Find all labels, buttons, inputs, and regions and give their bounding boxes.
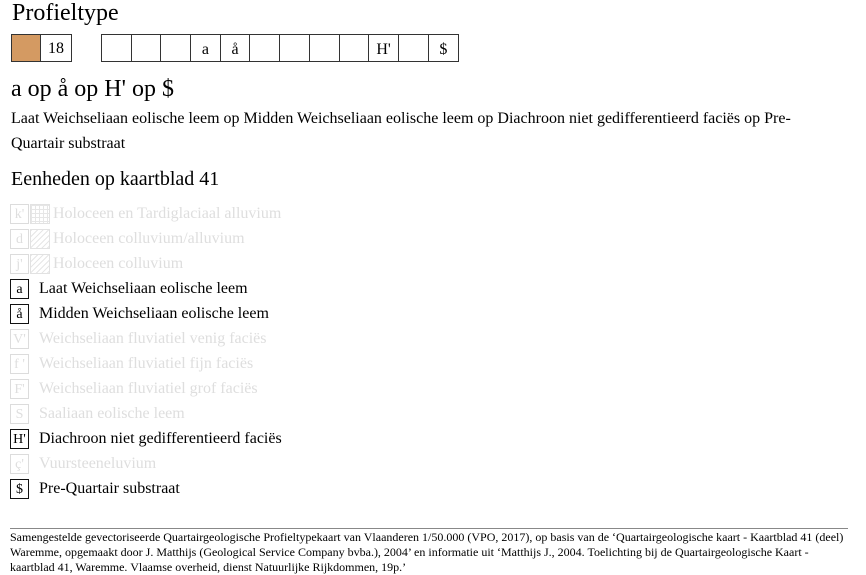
unit-label: Laat Weichseliaan eolische leem xyxy=(39,280,248,297)
unit-symbol: S xyxy=(10,404,29,424)
unit-symbol: f ' xyxy=(10,354,29,374)
unit-label: Midden Weichseliaan eolische leem xyxy=(39,305,269,322)
unit-item xyxy=(10,328,267,350)
layer-sequence xyxy=(101,34,459,62)
unit-symbol: k' xyxy=(10,204,29,224)
profile-formula: a op å op H' op $ xyxy=(11,76,174,102)
unit-symbol: j' xyxy=(10,254,29,274)
layer-cell xyxy=(310,35,340,61)
source-footnote: Samengestelde gevectoriseerde Quartairgeologische Profieltypekaart van Vlaanderen 1/50.000 (VPO, 2017), op basis van de ‘Quartairgeologische kaart - Kaartblad 41 (deel) Waremme, opgemaakt door J. Matthijs (Geological Service Company bvba.), 2004’ en informatie uit ‘Matthijs J., 2004. Toelichting bij de Quartairgeologische Kaart - kaartblad 41, Waremme. Vlaamse overheid, dienst Natuurlijke Rijkdommen, 19p.’ xyxy=(10,530,844,574)
units-heading: Eenheden op kaartblad 41 xyxy=(11,168,220,190)
unit-item xyxy=(10,278,248,300)
profile-code: 18 xyxy=(41,34,72,62)
unit-item xyxy=(10,353,253,375)
layer-cell xyxy=(102,35,132,61)
page-title: Profieltype xyxy=(12,0,119,26)
profile-description: Laat Weichseliaan eolische leem op Midden Weichseliaan eolische leem op Diachroon niet gedifferentieerd faciës op Pre-Quartair substraat xyxy=(11,110,791,152)
unit-symbol: F' xyxy=(10,379,29,399)
layer-cell xyxy=(161,35,191,61)
unit-symbol: ç' xyxy=(10,454,29,474)
divider xyxy=(10,528,848,529)
unit-item xyxy=(10,228,245,250)
unit-symbol: d xyxy=(10,229,29,249)
unit-item xyxy=(10,428,282,450)
unit-item xyxy=(10,303,269,325)
unit-label: Diachroon niet gedifferentieerd faciës xyxy=(39,430,282,447)
unit-item xyxy=(10,203,281,225)
unit-symbol: H' xyxy=(10,429,29,449)
unit-label: Holoceen en Tardiglaciaal alluvium xyxy=(53,205,282,222)
unit-item xyxy=(10,478,180,500)
unit-label: Vuursteeneluvium xyxy=(39,455,157,472)
unit-symbol: å xyxy=(10,304,29,324)
layer-cell xyxy=(280,35,310,61)
layer-cell: $ xyxy=(439,41,448,58)
layer-cell xyxy=(399,35,429,61)
unit-label: Holoceen colluvium xyxy=(53,255,184,272)
layer-cell: å xyxy=(221,35,251,61)
unit-label: Weichseliaan fluviatiel venig faciës xyxy=(39,330,267,347)
unit-label: Weichseliaan fluviatiel grof faciës xyxy=(39,380,258,397)
layer-cell: a xyxy=(191,35,221,61)
unit-label: Pre-Quartair substraat xyxy=(39,480,180,497)
unit-label: Weichseliaan fluviatiel fijn faciës xyxy=(39,355,254,372)
unit-item xyxy=(10,378,258,400)
diagonal-pattern xyxy=(30,229,50,249)
layer-cell xyxy=(340,35,370,61)
unit-item xyxy=(10,253,183,275)
grid-pattern xyxy=(30,204,50,224)
unit-symbol: a xyxy=(10,279,29,299)
unit-symbol: $ xyxy=(10,479,29,499)
unit-label: Holoceen colluvium/alluvium xyxy=(53,230,245,247)
profile-color-swatch xyxy=(11,34,41,62)
layer-cell: H' xyxy=(369,35,399,61)
unit-symbol: V' xyxy=(10,329,29,349)
layer-cell xyxy=(250,35,280,61)
diagonal-pattern xyxy=(30,254,50,274)
unit-label: Saaliaan eolische leem xyxy=(39,405,185,422)
unit-item xyxy=(10,453,156,475)
unit-item xyxy=(10,403,185,425)
layer-cell xyxy=(132,35,162,61)
